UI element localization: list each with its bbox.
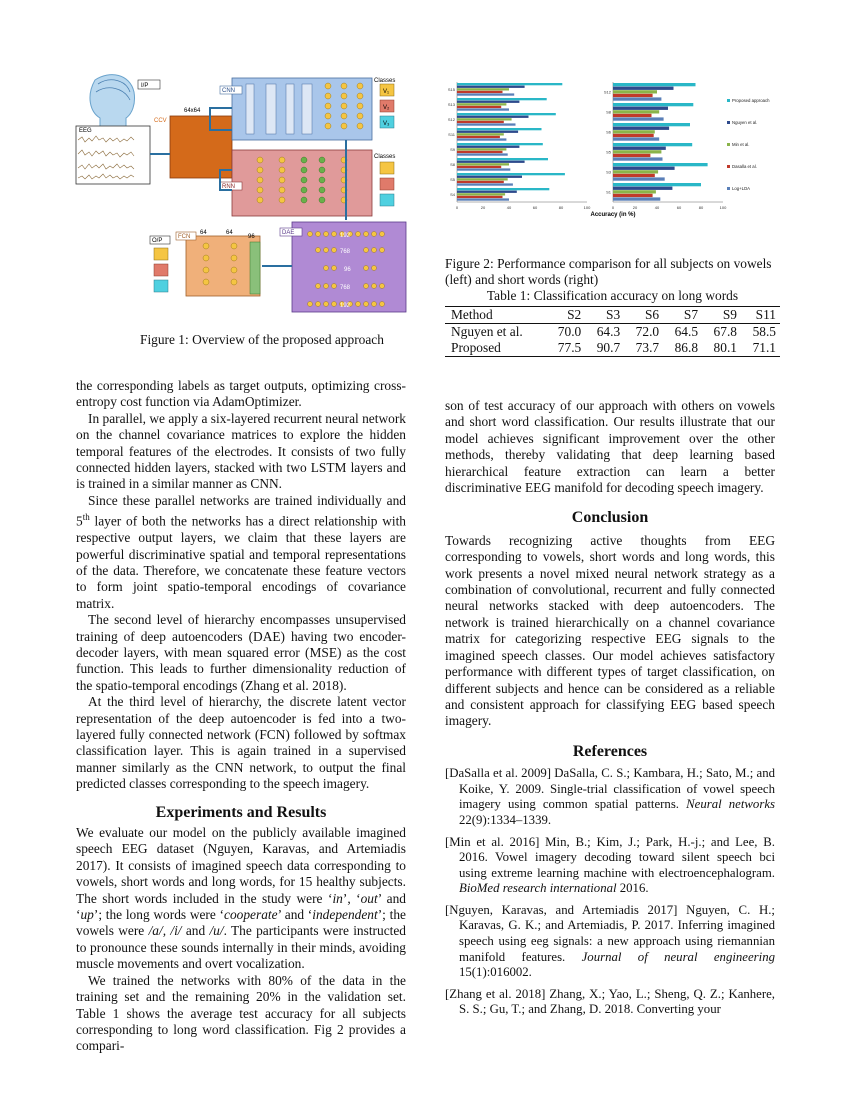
cnn-label: CNN [222, 88, 235, 94]
short-words-bar-log-lda-s8 [613, 117, 664, 120]
paragraph: We trained the networks with 80% of the data in the training set and the remaining 20% in the validation set. Table 1 shows the average test accuracy for all subjects corresponding to long word classification. Fig 2 provides a compari- [76, 972, 406, 1054]
dae-n768-top: 768 [340, 249, 351, 255]
vowels-bar-log-lda-s8 [457, 168, 510, 170]
table-cell: 58.5 [752, 324, 776, 339]
table-cell: Proposed [451, 340, 501, 355]
ip-label: I/P [141, 83, 149, 89]
vowels-bar-dasalla-et-al--s12 [457, 121, 504, 123]
paragraph: At the third level of hierarchy, the discrete latent vector representation of the deep autoencoder is fed into a two-layered fully connected network (FCN) followed by softmax classification layer. This is again trained in a supervised manner similarly as the CNN network, to output the final predicted classes corresponding to the speech imagery. [76, 694, 406, 792]
head-icon [90, 75, 135, 128]
header-s7: S7 [683, 307, 699, 322]
short-words-x-tick-label: 20 [632, 205, 638, 210]
figure-2 [445, 76, 780, 241]
short-words-bar-proposed-approach-s8 [613, 103, 693, 106]
reference-item: [DaSalla et al. 2009] DaSalla, C. S.; Kambara, H.; Sato, M.; and Koike, Y. 2009. Single-trial classification of vowel speech imagery using common spatial patterns. Neural networks 22(9):1334–1339. [445, 766, 775, 827]
x-axis-label: Accuracy (in %) [590, 212, 636, 218]
reference-item: [Nguyen, Karavas, and Artemiadis 2017] Nguyen, C. H.; Karavas, G. K.; and Artemiadis, P. 2017. Inferring imagined speech using eeg signals: a new approach using riemannian manifold features. Journal of neural engineering 15(1):016002. [445, 902, 775, 980]
vowels-x-tick-label: 0 [455, 205, 459, 210]
ccv-label: CCV [154, 118, 167, 124]
short-words-bar-dasalla-et-al--s8 [613, 114, 652, 117]
short-words-bar-log-lda-s3 [613, 177, 665, 180]
cnn-classes-label: Classes [374, 78, 396, 84]
short-words-bar-proposed-approach-s6 [613, 123, 690, 126]
vowels-category-label: S13 [447, 102, 455, 107]
right-column [445, 398, 775, 1024]
header-method: Method [451, 307, 493, 322]
ccv-matrix [170, 116, 232, 178]
vowels-x-tick-label: 100 [583, 205, 591, 210]
short-words-bar-log-lda-s12 [613, 97, 661, 100]
vowels-bar-dasalla-et-al--s5 [457, 181, 504, 183]
short-words-bar-nguyen-et-al--s12 [613, 87, 674, 90]
vowels-bar-log-lda-s15 [457, 93, 514, 95]
vowels-bar-proposed-approach-s11 [457, 128, 542, 130]
vowels-category-label: S5 [450, 177, 455, 182]
header-s3: S3 [606, 307, 621, 322]
fcn-n64-a: 64 [200, 230, 207, 236]
vowels-bar-dasalla-et-al--s15 [457, 91, 503, 93]
legend-swatch-dasalla-et-al- [727, 165, 730, 168]
legend-swatch-nguyen-et-al- [727, 121, 730, 124]
table-cell: 64.3 [596, 324, 621, 339]
short-words-bar-proposed-approach-s5 [613, 143, 692, 146]
legend-label: Min et al. [732, 142, 750, 147]
paragraph: Towards recognizing active thoughts from EEG corresponding to vowels, short words and long words, this work presents a novel mixed neural network strategy as a combination of convolutional, recurrent and fully connected neural networks stacked with deep autoencoders. The network is trained hierarchically on a channel covariance matrix for categorizing respective EEG signals to the imagined speech classes. Our model achieves satisfactory performance with different types of target classification, on different subjects and hence can be considered as a reliable and consistent approach for classifying EEG based speech imagery. [445, 532, 775, 729]
dae-n192-top: 192 [340, 233, 351, 239]
short-words-x-tick-label: 100 [719, 205, 727, 210]
vowels-bar-proposed-approach-s5 [457, 173, 565, 175]
short-words-bar-log-lda-s1 [613, 197, 660, 200]
short-words-bar-nguyen-et-al--s8 [613, 107, 668, 110]
vowels-category-label: S15 [447, 87, 455, 92]
vowels-category-label: S11 [448, 132, 455, 137]
cnn-class-v2: V₂ [383, 105, 390, 111]
left-column [76, 378, 406, 1055]
table-cell: 71.1 [752, 340, 776, 355]
paragraph: In parallel, we apply a six-layered recurrent neural network on the channel covariance matrices to explore the hidden temporal features of the electrodes. It consists of two fully connected hidden layers, stacked with two LSTM layers and is trained in a similar manner as CNN. [76, 410, 406, 492]
paragraph: The second level of hierarchy encompasses unsupervised training of deep autoencoders (DAE) having two encoder-decoder layers, with mean squared error (MSE) as the cost function. This leads to further dimensionality reduction of the spatio-temporal encodings (Zhang et al. 2018). [76, 612, 406, 693]
table-cell: 90.7 [596, 340, 621, 355]
vowels-bar-proposed-approach-s4 [457, 188, 549, 190]
vowels-bar-dasalla-et-al--s9 [457, 151, 503, 153]
vowels-bar-log-lda-s9 [457, 153, 508, 155]
reference-item: [Zhang et al. 2018] Zhang, X.; Yao, L.; Sheng, Q. Z.; Kanhere, S. S.; Gu, T.; and Zhang, D. 2018. Converting your [445, 986, 775, 1017]
short-words-bar-nguyen-et-al--s5 [613, 147, 666, 150]
chart-legend [727, 98, 770, 191]
short-words-bar-proposed-approach-s3 [613, 163, 708, 166]
short-words-x-tick-label: 60 [676, 205, 682, 210]
fcn-block [186, 236, 260, 296]
vowels-bar-proposed-approach-s13 [457, 98, 547, 100]
fcn-n64-b: 64 [226, 230, 233, 236]
short-words-bar-log-lda-s6 [613, 137, 659, 140]
vowels-bar-proposed-approach-s12 [457, 113, 556, 115]
vowels-bar-dasalla-et-al--s11 [457, 136, 500, 138]
short-words-x-tick-label: 80 [698, 205, 704, 210]
vowels-bar-min-et-al--s4 [457, 193, 505, 195]
short-words-bar-proposed-approach-s12 [613, 83, 696, 86]
vowels-bar-dasalla-et-al--s13 [457, 106, 501, 108]
fcn-n96: 96 [248, 234, 255, 240]
short-words-bar-proposed-approach-s1 [613, 183, 701, 186]
table-cell: 80.1 [713, 340, 737, 355]
rnn-classes-label: Classes [374, 154, 396, 160]
cnn-class-v3: V₃ [383, 121, 390, 127]
vowels-bar-min-et-al--s5 [457, 178, 508, 180]
figure-2-caption: Figure 2: Performance comparison for all subjects on vowels (left) and short words (right) [445, 256, 772, 287]
vowels-x-tick-label: 80 [558, 205, 564, 210]
short-words-category-label: S5 [606, 149, 611, 155]
table-cell: 64.5 [674, 324, 699, 339]
vowels-bar-dasalla-et-al--s4 [457, 196, 503, 198]
legend-label: Proposed approach [732, 98, 770, 103]
vowels-bar-min-et-al--s15 [457, 88, 509, 90]
vowels-x-tick-label: 20 [480, 205, 486, 210]
legend-label: Log+LDA [732, 186, 751, 191]
table-cell: 72.0 [635, 324, 660, 339]
short-words-category-label: S12 [603, 89, 611, 95]
short-words-bar-min-et-al--s1 [613, 190, 656, 193]
accuracy-table [445, 306, 780, 357]
short-words-bar-min-et-al--s12 [613, 90, 657, 93]
performance-chart [445, 76, 780, 221]
short-words-category-label: S6 [606, 129, 611, 135]
vowels-bar-min-et-al--s12 [457, 118, 512, 120]
vowels-category-label: S9 [450, 147, 455, 152]
short-words-bar-dasalla-et-al--s5 [613, 154, 650, 157]
vowels-bar-nguyen-et-al--s4 [457, 191, 517, 193]
table-cell: 86.8 [674, 340, 699, 355]
vowels-bar-nguyen-et-al--s15 [457, 86, 525, 88]
paragraph: son of test accuracy of our approach with others on vowels and short word classification. Our results illustrate that our model achieves significant improvement over the other methods, thereby validating that deep learning based hierarchical feature extraction can learn a better discriminative EEG manifold for decoding speech imagery. [445, 398, 775, 496]
header-s6: S6 [644, 307, 660, 322]
ccv-size: 64x64 [184, 108, 201, 114]
architecture-diagram [70, 70, 410, 320]
legend-label: Dasalla et al. [732, 164, 757, 169]
short-words-bar-dasalla-et-al--s12 [613, 94, 653, 97]
vowels-bar-nguyen-et-al--s11 [457, 131, 518, 133]
paragraph: We evaluate our model on the publicly available imagined speech EEG dataset (Nguyen, Karavas, and Artemiadis 2017). It consists of imagined speech data corresponding to vowels, short words and long words, for 15 healthy subjects. The short words included in the study were ‘in’, ‘out’ and ‘up’; the long words were ‘cooperate’ and ‘independent’; the vowels were /a/, /i/ and /u/. The participants were instructed to pronounce these sounds internally in their minds, avoiding muscle movements and overt vocalization. [76, 825, 407, 972]
table-row [445, 340, 780, 357]
vowels-bar-min-et-al--s9 [457, 148, 506, 150]
dae-n192-bottom: 192 [340, 303, 351, 309]
short-words-x-tick-label: 0 [611, 205, 615, 210]
reference-list [445, 766, 775, 1018]
short-words-category-label: S1 [606, 189, 611, 195]
table-1-caption: Table 1: Classification accuracy on long words [486, 288, 739, 303]
short-words-bar-min-et-al--s6 [613, 130, 655, 133]
short-words-bar-log-lda-s5 [613, 157, 663, 160]
short-words-category-label: S3 [606, 169, 611, 175]
figure-1 [70, 70, 410, 347]
vowels-bar-nguyen-et-al--s8 [457, 161, 525, 163]
header-s2: S2 [567, 307, 582, 322]
short-words-x-tick-label: 40 [654, 205, 660, 210]
vowels-bar-log-lda-s4 [457, 198, 509, 200]
vowels-chart [448, 82, 591, 210]
table-1 [445, 288, 780, 357]
table-header-row [445, 307, 780, 324]
vowels-bar-log-lda-s5 [457, 183, 513, 185]
table-row [445, 324, 780, 341]
short-words-chart [604, 82, 727, 210]
vowels-bar-dasalla-et-al--s8 [457, 166, 501, 168]
short-words-bar-min-et-al--s5 [613, 150, 661, 153]
legend-label: Nguyen et al. [732, 120, 758, 125]
fcn-label: FCN [178, 234, 191, 240]
vowels-category-label: S12 [447, 117, 455, 122]
vowels-bar-log-lda-s11 [457, 138, 506, 140]
paragraph: the corresponding labels as target outputs, optimizing cross-entropy cost function via AdamOptimizer. [76, 378, 406, 410]
vowels-bar-min-et-al--s8 [457, 163, 509, 165]
header-s11: S11 [755, 307, 776, 322]
vowels-category-label: S4 [450, 192, 455, 197]
vowels-bar-nguyen-et-al--s5 [457, 176, 522, 178]
short-words-bar-min-et-al--s3 [613, 170, 658, 173]
short-words-bar-min-et-al--s8 [613, 110, 659, 113]
dae-n96: 96 [344, 267, 351, 273]
short-words-bar-dasalla-et-al--s1 [613, 194, 653, 197]
table-cell: 67.8 [713, 324, 737, 339]
short-words-bar-dasalla-et-al--s6 [613, 134, 654, 137]
short-words-bar-dasalla-et-al--s3 [613, 174, 655, 177]
short-words-category-label: S8 [606, 109, 611, 115]
table-cell: Nguyen et al. [451, 324, 523, 339]
vowels-category-label: S8 [450, 162, 455, 167]
vowels-bar-nguyen-et-al--s13 [457, 101, 519, 103]
vowels-bar-proposed-approach-s9 [457, 143, 543, 145]
dae-n768-bottom: 768 [340, 285, 351, 291]
vowels-bar-min-et-al--s13 [457, 103, 506, 105]
cnn-class-v1: V₁ [383, 89, 390, 95]
op-label: O/P [152, 238, 163, 244]
vowels-bar-nguyen-et-al--s12 [457, 116, 529, 118]
dae-label: DAE [282, 230, 295, 236]
rnn-label: RNN [222, 184, 235, 190]
vowels-bar-log-lda-s12 [457, 123, 516, 125]
section-heading-conclusion: Conclusion [571, 509, 649, 527]
vowels-x-tick-label: 40 [506, 205, 512, 210]
legend-swatch-min-et-al- [727, 143, 730, 146]
vowels-bar-proposed-approach-s15 [457, 83, 562, 85]
vowels-bar-min-et-al--s11 [457, 133, 504, 135]
short-words-bar-nguyen-et-al--s1 [613, 187, 672, 190]
short-words-bar-nguyen-et-al--s3 [613, 167, 675, 170]
figure-1-caption: Figure 1: Overview of the proposed approach [140, 332, 384, 347]
vowels-bar-log-lda-s13 [457, 108, 509, 110]
header-s9: S9 [722, 307, 737, 322]
section-heading-references: References [572, 742, 648, 760]
legend-swatch-log-lda [727, 187, 730, 190]
vowels-x-tick-label: 60 [532, 205, 538, 210]
vowels-bar-proposed-approach-s8 [457, 158, 548, 160]
short-words-bar-nguyen-et-al--s6 [613, 127, 669, 130]
paragraph: Since these parallel networks are trained individually and 5th layer of both the networks has a direct relationship with respective output layers, we claim that these layers are powerful discriminative spatial and temporal representations of the data. Therefore, we concatenate these feature vectors to form joint spatio-temporal encodings of covariance matrix. [76, 492, 406, 611]
section-heading-experiments: Experiments and Results [155, 803, 327, 821]
table-cell: 70.0 [557, 324, 582, 339]
reference-item: [Min et al. 2016] Min, B.; Kim, J.; Park, H.-j.; and Lee, B. 2016. Vowel imagery decoding toward silent speech bci using extreme learning machine with electroencephalogram. BioMed research international 2016. [445, 834, 775, 896]
legend-swatch-proposed-approach [727, 99, 730, 102]
table-cell: 73.7 [635, 340, 660, 355]
table-cell: 77.5 [557, 340, 582, 355]
eeg-label: EEG [79, 128, 92, 134]
vowels-bar-nguyen-et-al--s9 [457, 146, 519, 148]
